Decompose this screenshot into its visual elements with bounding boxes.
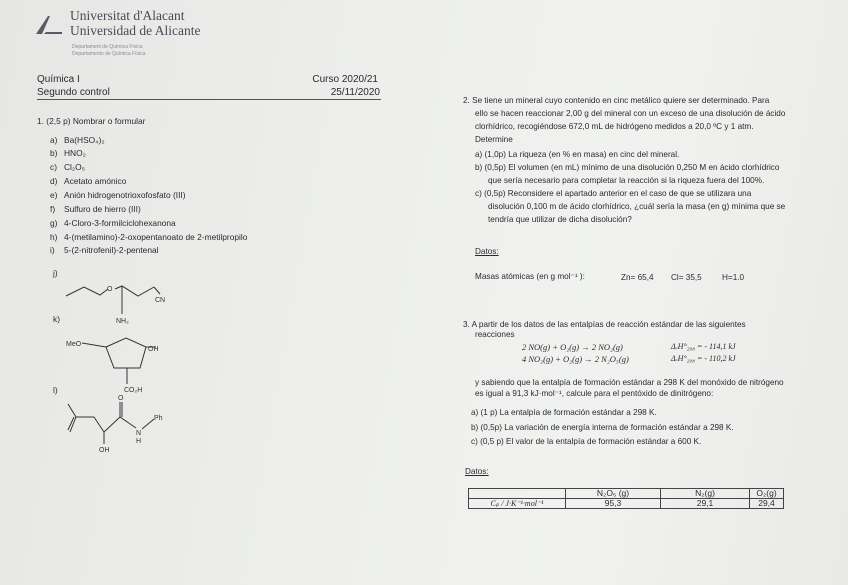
k-meo-label: MeO: [66, 341, 82, 348]
q1-k-label: k): [53, 314, 60, 324]
q3-reaction-2: 4 NO₂(g) + O₂(g) → 2 N₂O₅(g): [522, 354, 629, 364]
table-header-cell: N₂O₅ (g): [566, 489, 661, 499]
q2-h-mass: H=1.0: [722, 273, 745, 282]
l-oh-label: OH: [99, 447, 110, 454]
l-h-label: H: [136, 438, 142, 445]
q1-item-label: b): [50, 148, 58, 158]
table-header-row: [469, 489, 784, 499]
q1-item-text: Cl₂O₅: [64, 162, 86, 172]
university-name-ca: Universitat d'Alacant: [70, 8, 185, 23]
table-row: [469, 499, 784, 509]
department-ca: Departament de Química Física: [72, 44, 143, 50]
exam-title: Segundo control: [37, 87, 110, 98]
q1-item-label: d): [50, 176, 58, 186]
q2-part-c-cont: disolución 0,100 m de ácido clorhídrico, ¿cuál sería la masa (en g) mínima que se: [488, 202, 786, 211]
table-header-cell: O₂(g): [750, 489, 784, 499]
q1-item-text: 5-(2-nitrofenil)-2-pentenal: [64, 245, 159, 255]
q2-intro-line: 2. Se tiene un mineral cuyo contenido en cinc metálico quiere ser determinado. Para: [463, 96, 770, 105]
header-divider: [37, 99, 381, 100]
q1-item-label: i): [50, 245, 55, 255]
university-name-es: Universidad de Alicante: [70, 23, 201, 38]
department-es: Departamento de Química Física: [72, 51, 146, 57]
q1-item-text: HNO₂: [64, 148, 86, 158]
q2-part-c: c) (0,5p) Reconsidere el apartado anterior en el caso de que se utilizara una: [475, 189, 752, 198]
j-nh2-label: NH₂: [116, 318, 129, 325]
q3-datos-heading: Datos:: [465, 467, 489, 476]
course-label: Curso 2020/21: [312, 74, 378, 85]
q1-item-label: a): [50, 135, 58, 145]
table-header-cell: N₂(g): [661, 489, 750, 499]
q1-item-label: f): [50, 204, 56, 214]
q1-title: 1. (2,5 p) Nombrar o formular: [37, 116, 146, 126]
q1-item-label: c): [50, 162, 57, 172]
q2-intro-line: ello se hacen reaccionar 2,00 g del mineral con un exceso de una disolución de ácido: [475, 109, 786, 118]
j-oxygen-label: O: [107, 286, 113, 293]
q2-part-a: a) (1,0p) La riqueza (en % en masa) en cinc del mineral.: [475, 150, 680, 159]
q1-item-text: Acetato amónico: [64, 176, 127, 186]
q2-cl-mass: Cl= 35,5: [671, 273, 702, 282]
q3-part-c: c) (0,5 p) El valor de la entalpía de formación estándar a 600 K.: [471, 437, 702, 446]
q2-part-b-cont: que sería necesario para completar la reacción si la riqueza fuera del 100%.: [488, 176, 765, 185]
table-header-cell: [469, 489, 566, 499]
q1-item-text: Anión hidrogenotrioxofosfato (III): [64, 190, 186, 200]
q3-intro-line: reacciones: [475, 330, 515, 339]
q1-item-label: h): [50, 232, 58, 242]
q3-part-b: b) (0,5p) La variación de energía interna de formación estándar a 298 K.: [471, 423, 734, 432]
k-oh-label: OH: [148, 346, 159, 353]
q1-l-label: l): [53, 385, 58, 395]
l-n-label: N: [136, 430, 142, 437]
structure-k: [62, 330, 172, 396]
structure-j: [60, 276, 170, 326]
j-cn-label: CN: [155, 297, 166, 304]
q3-reaction-1-enthalpy: ΔᵣH°₂₉₈ = - 114,1 kJ: [671, 342, 736, 351]
q3-intro-line: 3. A partir de los datos de las entalpías de reacción estándar de las siguientes: [463, 320, 746, 329]
q2-datos-heading: Datos:: [475, 247, 499, 256]
structure-l: [62, 392, 172, 458]
table-row-label: Cₚ / J·K⁻¹·mol⁻¹: [469, 499, 566, 509]
l-ph-label: Ph: [154, 415, 163, 422]
exam-header: [37, 74, 381, 100]
q1-item-text: 4-Cloro-3-formilciclohexanona: [64, 218, 176, 228]
q1-item-text: 4-(metilamino)-2-oxopentanoato de 2-metilpropilo: [64, 232, 248, 242]
q1-item-label: g): [50, 218, 58, 228]
q3-reaction-2-enthalpy: ΔᵣH°₂₉₈ = - 110,2 kJ: [671, 354, 736, 363]
q2-part-c-cont: tendría que utilizar de dicha disolución?: [488, 215, 632, 224]
exam-date: 25/11/2020: [330, 87, 380, 98]
table-cell: 29,1: [661, 499, 750, 509]
table-cell: 29,4: [750, 499, 784, 509]
q1-j-label: j): [53, 268, 58, 278]
heat-capacity-table: [468, 488, 784, 509]
table-cell: 95,3: [566, 499, 661, 509]
q2-zn-mass: Zn= 65,4: [621, 273, 654, 282]
q3-part-a: a) (1 p) La entalpía de formación estándar a 298 K.: [471, 408, 657, 417]
subject-title: Química I: [37, 74, 80, 85]
q2-intro-line: clorhídrico, recogiéndose 672,0 mL de hidrógeno medidos a 20,0 ºC y 1 atm.: [475, 122, 754, 131]
q2-intro-line: Determine: [475, 135, 513, 144]
k-co2h-label: CO₂H: [124, 387, 143, 394]
university-logo-icon: [34, 12, 64, 36]
q2-part-b: b) (0,5p) El volumen (en mL) mínimo de una disolución 0,250 M en ácido clorhídrico: [475, 163, 780, 172]
l-o-label: O: [118, 395, 124, 402]
q1-item-text: Ba(HSO₄)₂: [64, 135, 105, 145]
q3-body-line: y sabiendo que la entalpía de formación estándar a 298 K del monóxido de nitrógeno: [475, 378, 784, 387]
q3-reaction-1: 2 NO(g) + O₂(g) → 2 NO₂(g): [522, 342, 623, 352]
q1-item-label: e): [50, 190, 58, 200]
q3-body-line: es igual a 91,3 kJ·mol⁻¹, calcule para el pentóxido de dinitrógeno:: [475, 389, 714, 398]
q2-masas-label: Masas atómicas (en g mol⁻¹ ):: [475, 272, 585, 281]
q1-item-text: Sulfuro de hierro (III): [64, 204, 141, 214]
